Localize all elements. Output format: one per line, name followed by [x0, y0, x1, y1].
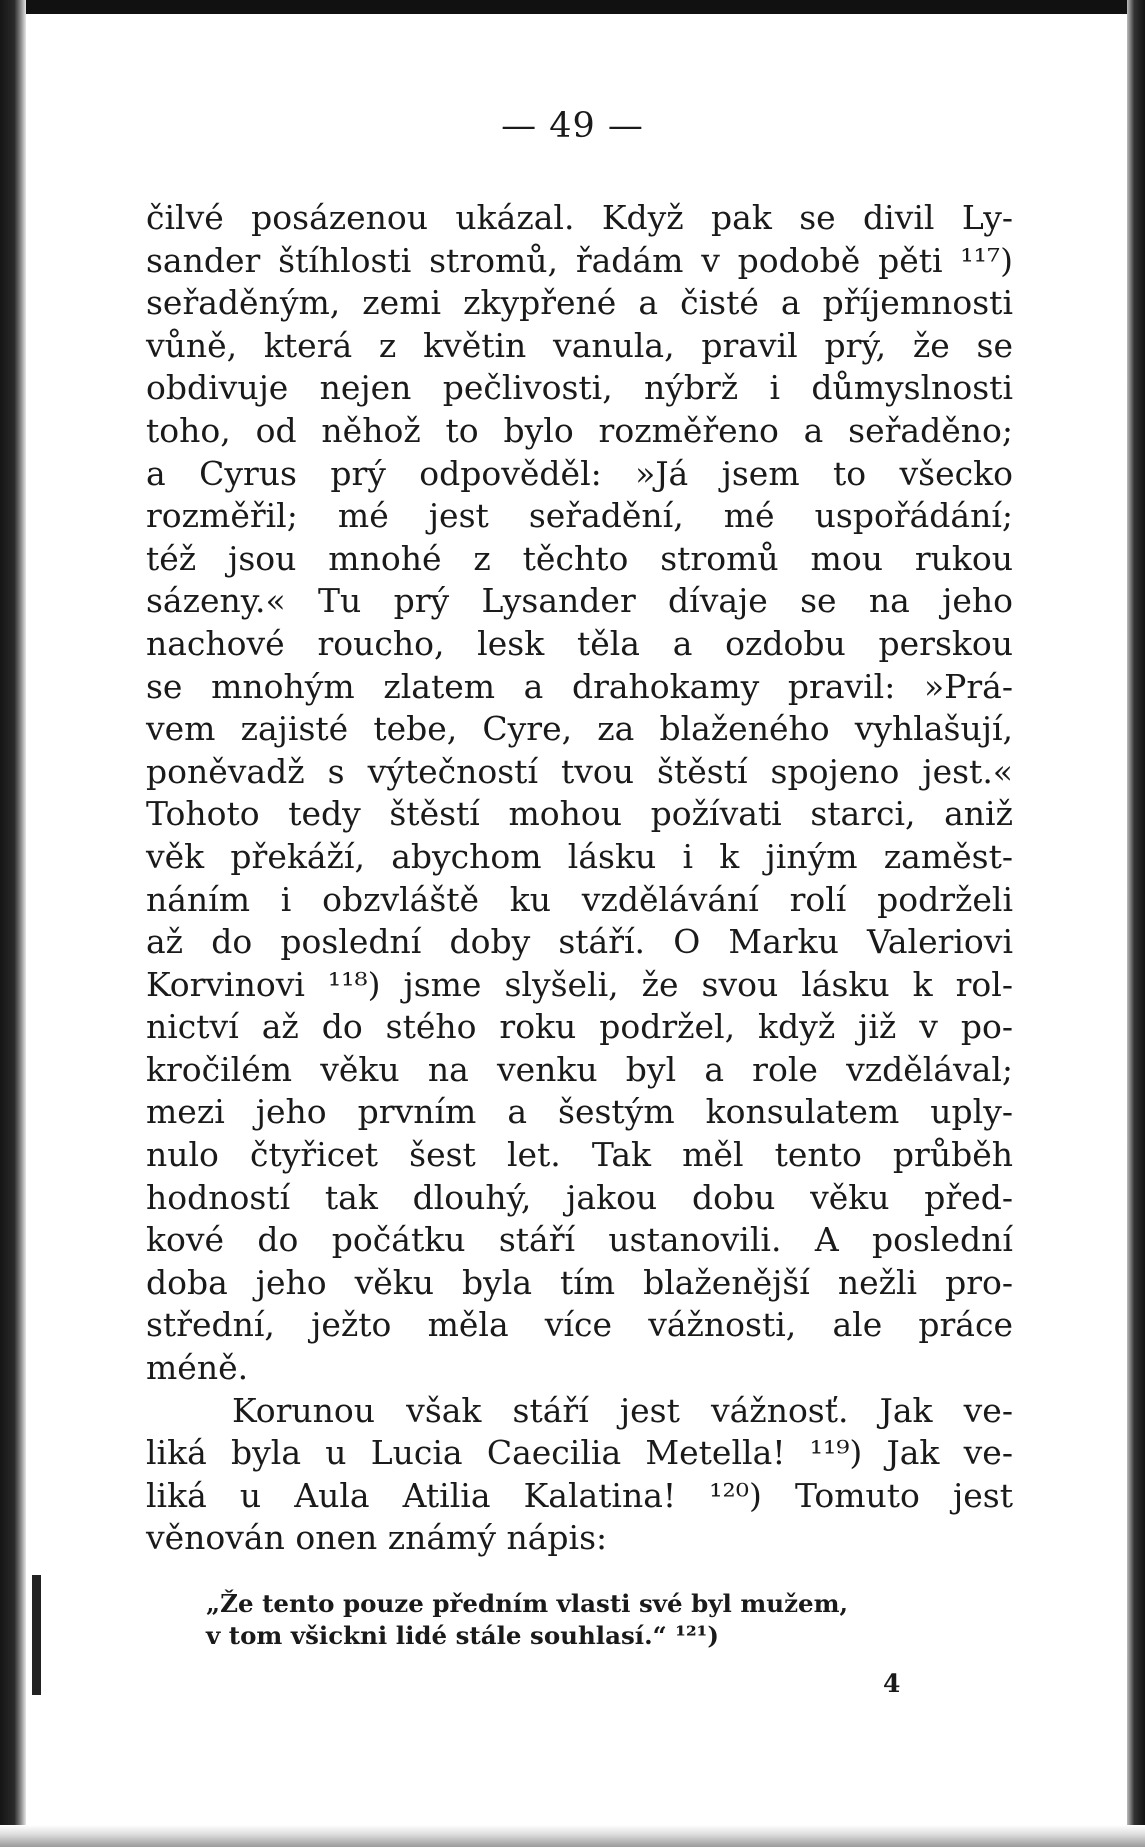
text-line: čilvé posázenou ukázal. Když pak se divil Ly- [146, 198, 1013, 237]
scan-bottom-shadow [0, 1825, 1145, 1847]
text-line: kové do počátku stáří ustanovili. A poslední [146, 1220, 1013, 1260]
text-line: Korvinovi ¹¹⁸) jsme slyšeli, že svou lásku k rol- [146, 964, 1013, 1004]
text-line: hodností tak dlouhý, jakou dobu věku před- [146, 1177, 1013, 1217]
text-line: nictví až do stého roku podržel, když již v po- [146, 1007, 1013, 1047]
text-line: se mnohým zlatem a drahokamy pravil: »Prá- [146, 666, 1013, 706]
text-line: a Cyrus prý odpověděl: »Já jsem to všecko [146, 453, 1013, 493]
body-text [146, 197, 1013, 1560]
text-line: věk překáží, abychom lásku i k jiným zaměst- [146, 836, 1013, 876]
scan-left-border [0, 0, 26, 1847]
scan-top-border [0, 0, 1145, 14]
signature-mark: 4 [883, 1669, 901, 1698]
text-line: seřaděným, zemi zkypřené a čisté a příjemnosti [146, 283, 1013, 323]
text-line: liká u Aula Atilia Kalatina! ¹²⁰) Tomuto jest [146, 1475, 1013, 1515]
text-line: liká byla u Lucia Caecilia Metella! ¹¹⁹) Jak ve- [146, 1433, 1013, 1473]
text-line: nachové roucho, lesk těla a ozdobu perskou [146, 623, 1013, 663]
text-line: mezi jeho prvním a šestým konsulatem uply- [146, 1092, 1013, 1132]
text-line: věnován onen známý nápis: [146, 1518, 608, 1558]
text-line: poněvadž s výtečností tvou štěstí spojeno jest.« [146, 751, 1013, 791]
text-line: vůně, která z květin vanula, pravil prý, že se [146, 325, 1013, 365]
text-line: až do poslední doby stáří. O Marku Valeriovi [146, 922, 1013, 962]
scan-right-border [1127, 0, 1145, 1847]
text-line: Tohoto tedy štěstí mohou požívati starci, aniž [146, 794, 1013, 834]
text-line: též jsou mnohé z těchto stromů mou rukou [146, 538, 1013, 578]
text-line: vem zajisté tebe, Cyre, za blaženého vyhlašují, [146, 709, 1013, 749]
page-number: — 49 — [501, 106, 644, 146]
text-line: rozměřil; mé jest seřadění, mé uspořádání; [146, 496, 1013, 536]
text-line: doba jeho věku byla tím blaženější nežli pro- [146, 1262, 1013, 1302]
text-line: sander štíhlosti stromů, řadám v podobě pěti ¹¹⁷) [146, 240, 1013, 280]
text-line: toho, od něhož to bylo rozměřeno a seřaděno; [146, 410, 1013, 450]
text-line: sázeny.« Tu prý Lysander dívaje se na jeho [146, 581, 1013, 621]
text-line: nulo čtyřicet šest let. Tak měl tento průběh [146, 1135, 1013, 1175]
text-line: Korunou však stáří jest vážnosť. Jak ve- [232, 1390, 1013, 1430]
text-line: náním i obzvláště ku vzdělávání rolí podrželi [146, 879, 1013, 919]
margin-mark [32, 1575, 41, 1695]
inscription-line: v tom všickni lidé stále souhlasí.“ ¹²¹) [206, 1621, 720, 1650]
inscription-line: „Že tento pouze předním vlasti své byl mužem, [206, 1589, 849, 1618]
text-line: střední, ježto měla více vážnosti, ale práce [146, 1305, 1013, 1345]
inscription-quote [206, 1588, 1006, 1652]
text-line: obdivuje nejen pečlivosti, nýbrž i důmyslnosti [146, 368, 1013, 408]
text-line: méně. [146, 1348, 249, 1388]
text-line: kročilém věku na venku byl a role vzdělával; [146, 1049, 1013, 1089]
